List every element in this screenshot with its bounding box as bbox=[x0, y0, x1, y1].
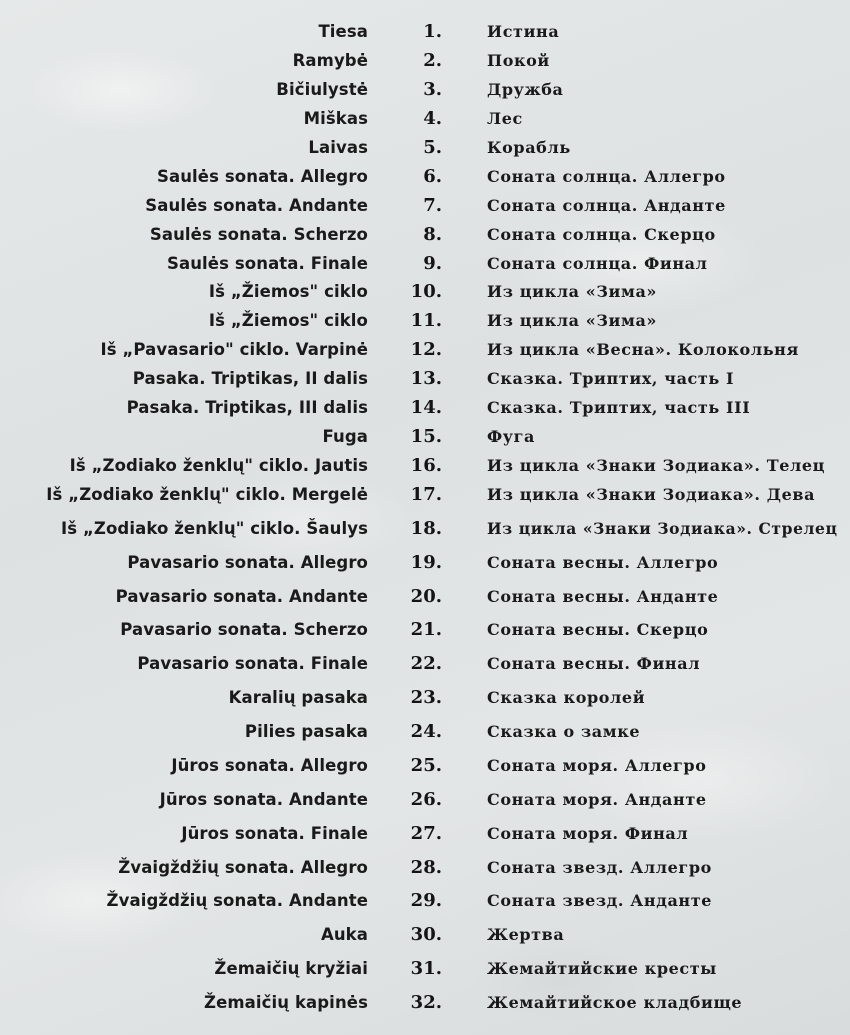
track-row bbox=[0, 616, 850, 646]
track-title-russian: Соната моря. Финал bbox=[487, 824, 689, 843]
track-row bbox=[0, 820, 850, 850]
track-title-lithuanian: Miškas bbox=[303, 109, 368, 128]
track-number: 1. bbox=[423, 21, 442, 42]
track-number: 17. bbox=[410, 484, 442, 505]
track-title-lithuanian: Ramybė bbox=[292, 51, 368, 70]
track-title-lithuanian: Žemaičių kryžiai bbox=[214, 959, 368, 978]
track-title-russian: Лес bbox=[487, 109, 523, 128]
track-title-lithuanian: Iš „Pavasario" ciklo. Varpinė bbox=[100, 340, 368, 359]
track-title-russian: Соната весны. Анданте bbox=[487, 587, 719, 606]
track-title-lithuanian: Karalių pasaka bbox=[228, 688, 368, 707]
track-title-russian: Жемайтийские кресты bbox=[487, 959, 717, 978]
track-title-lithuanian: Žemaičių kapinės bbox=[204, 993, 368, 1012]
track-title-lithuanian: Pavasario sonata. Finale bbox=[137, 654, 368, 673]
track-row bbox=[0, 18, 850, 48]
track-title-lithuanian: Pavasario sonata. Scherzo bbox=[120, 620, 368, 639]
track-number: 27. bbox=[410, 823, 442, 844]
track-number: 4. bbox=[423, 108, 442, 129]
track-number: 14. bbox=[410, 397, 442, 418]
track-title-russian: Покой bbox=[487, 51, 550, 70]
track-row bbox=[0, 786, 850, 816]
track-number: 5. bbox=[423, 137, 442, 158]
track-row bbox=[0, 650, 850, 680]
track-row bbox=[0, 752, 850, 782]
track-title-russian: Из цикла «Зима» bbox=[487, 311, 658, 330]
track-title-russian: Сказка. Триптих, часть I bbox=[487, 369, 735, 388]
track-title-russian: Соната солнца. Скерцо bbox=[487, 225, 716, 244]
track-title-russian: Сказка. Триптих, часть III bbox=[487, 398, 751, 417]
track-row bbox=[0, 134, 850, 164]
track-number: 8. bbox=[423, 224, 442, 245]
track-title-russian: Сказка о замке bbox=[487, 722, 641, 741]
track-number: 10. bbox=[410, 281, 442, 302]
track-row bbox=[0, 47, 850, 77]
track-title-russian: Жертва bbox=[487, 925, 565, 944]
track-row bbox=[0, 887, 850, 917]
track-row bbox=[0, 365, 850, 395]
track-title-lithuanian: Iš „Žiemos" ciklo bbox=[208, 282, 368, 301]
track-title-lithuanian: Bičiulystė bbox=[276, 80, 368, 99]
track-title-russian: Соната звезд. Анданте bbox=[487, 891, 713, 910]
track-number: 20. bbox=[410, 586, 442, 607]
track-title-russian: Соната моря. Анданте bbox=[487, 790, 707, 809]
track-number: 11. bbox=[410, 310, 442, 331]
track-title-russian: Из цикла «Знаки Зодиака». Дева bbox=[487, 485, 816, 504]
track-title-lithuanian: Jūros sonata. Allegro bbox=[171, 756, 368, 775]
track-title-lithuanian: Iš „Zodiako ženklų" ciklo. Mergelė bbox=[46, 485, 368, 504]
track-row bbox=[0, 307, 850, 337]
track-number: 13. bbox=[410, 368, 442, 389]
track-number: 24. bbox=[410, 721, 442, 742]
track-title-lithuanian: Žvaigždžių sonata. Andante bbox=[106, 891, 368, 910]
track-row bbox=[0, 452, 850, 482]
track-title-lithuanian: Jūros sonata. Andante bbox=[159, 790, 368, 809]
track-row bbox=[0, 76, 850, 106]
track-number: 25. bbox=[410, 755, 442, 776]
track-title-lithuanian: Iš „Žiemos" ciklo bbox=[208, 311, 368, 330]
track-title-lithuanian: Saulės sonata. Finale bbox=[166, 254, 368, 273]
track-title-lithuanian: Laivas bbox=[308, 138, 368, 157]
track-title-lithuanian: Jūros sonata. Finale bbox=[181, 824, 368, 843]
track-title-lithuanian: Tiesa bbox=[318, 22, 368, 41]
track-row bbox=[0, 423, 850, 453]
track-title-russian: Соната солнца. Аллегро bbox=[487, 167, 726, 186]
track-number: 30. bbox=[410, 924, 442, 945]
track-title-russian: Соната солнца. Анданте bbox=[487, 196, 726, 215]
track-row bbox=[0, 684, 850, 714]
track-row bbox=[0, 163, 850, 193]
track-number: 26. bbox=[410, 789, 442, 810]
track-title-russian: Из цикла «Весна». Колокольня bbox=[487, 340, 799, 359]
track-title-russian: Соната моря. Аллегро bbox=[487, 756, 707, 775]
track-title-lithuanian: Pasaka. Triptikas, II dalis bbox=[132, 369, 368, 388]
track-number: 12. bbox=[410, 339, 442, 360]
track-title-lithuanian: Saulės sonata. Scherzo bbox=[149, 225, 368, 244]
track-row bbox=[0, 192, 850, 222]
track-row bbox=[0, 278, 850, 308]
track-title-russian: Корабль bbox=[487, 138, 571, 157]
track-title-lithuanian: Pasaka. Triptikas, III dalis bbox=[126, 398, 368, 417]
track-title-russian: Из цикла «Знаки Зодиака». Телец bbox=[487, 456, 826, 475]
track-row bbox=[0, 549, 850, 579]
track-title-lithuanian: Fuga bbox=[322, 427, 368, 446]
track-row bbox=[0, 921, 850, 951]
track-number: 18. bbox=[410, 518, 442, 539]
track-number: 9. bbox=[423, 253, 442, 274]
track-number: 19. bbox=[410, 552, 442, 573]
track-number: 31. bbox=[410, 958, 442, 979]
track-title-lithuanian: Iš „Zodiako ženklų" ciklo. Jautis bbox=[69, 456, 368, 475]
track-title-russian: Из цикла «Знаки Зодиака». Стрелец bbox=[487, 519, 838, 538]
track-number: 23. bbox=[410, 687, 442, 708]
track-title-lithuanian: Pilies pasaka bbox=[244, 722, 368, 741]
track-title-russian: Дружба bbox=[487, 80, 564, 99]
track-number: 22. bbox=[410, 653, 442, 674]
track-title-lithuanian: Saulės sonata. Allegro bbox=[156, 167, 368, 186]
track-title-russian: Соната весны. Скерцо bbox=[487, 620, 709, 639]
track-row bbox=[0, 105, 850, 135]
track-title-russian: Соната весны. Финал bbox=[487, 654, 701, 673]
track-title-russian: Сказка королей bbox=[487, 688, 646, 707]
track-row bbox=[0, 481, 850, 511]
track-row bbox=[0, 515, 850, 545]
track-row bbox=[0, 221, 850, 251]
track-number: 6. bbox=[423, 166, 442, 187]
track-number: 7. bbox=[423, 195, 442, 216]
track-number: 15. bbox=[410, 426, 442, 447]
track-number: 2. bbox=[423, 50, 442, 71]
track-row bbox=[0, 250, 850, 280]
track-title-russian: Соната весны. Аллегро bbox=[487, 553, 719, 572]
track-title-russian: Жемайтийское кладбище bbox=[487, 993, 743, 1012]
track-row bbox=[0, 583, 850, 613]
track-number: 32. bbox=[410, 992, 442, 1013]
track-number: 16. bbox=[410, 455, 442, 476]
track-number: 29. bbox=[410, 890, 442, 911]
track-title-lithuanian: Iš „Zodiako ženklų" ciklo. Šaulys bbox=[60, 519, 368, 538]
track-number: 21. bbox=[410, 619, 442, 640]
track-row bbox=[0, 718, 850, 748]
track-number: 3. bbox=[423, 79, 442, 100]
track-number: 28. bbox=[410, 857, 442, 878]
track-row bbox=[0, 394, 850, 424]
track-title-lithuanian: Saulės sonata. Andante bbox=[145, 196, 368, 215]
track-title-russian: Истина bbox=[487, 22, 560, 41]
track-title-russian: Из цикла «Зима» bbox=[487, 282, 658, 301]
track-title-russian: Соната звезд. Аллегро bbox=[487, 858, 712, 877]
track-title-lithuanian: Auka bbox=[320, 925, 368, 944]
track-row bbox=[0, 336, 850, 366]
track-title-russian: Соната солнца. Финал bbox=[487, 254, 708, 273]
track-title-russian: Фуга bbox=[487, 427, 535, 446]
track-title-lithuanian: Žvaigždžių sonata. Allegro bbox=[118, 858, 368, 877]
track-row bbox=[0, 955, 850, 985]
track-row bbox=[0, 989, 850, 1019]
track-row bbox=[0, 854, 850, 884]
track-title-lithuanian: Pavasario sonata. Andante bbox=[115, 587, 368, 606]
track-title-lithuanian: Pavasario sonata. Allegro bbox=[127, 553, 368, 572]
